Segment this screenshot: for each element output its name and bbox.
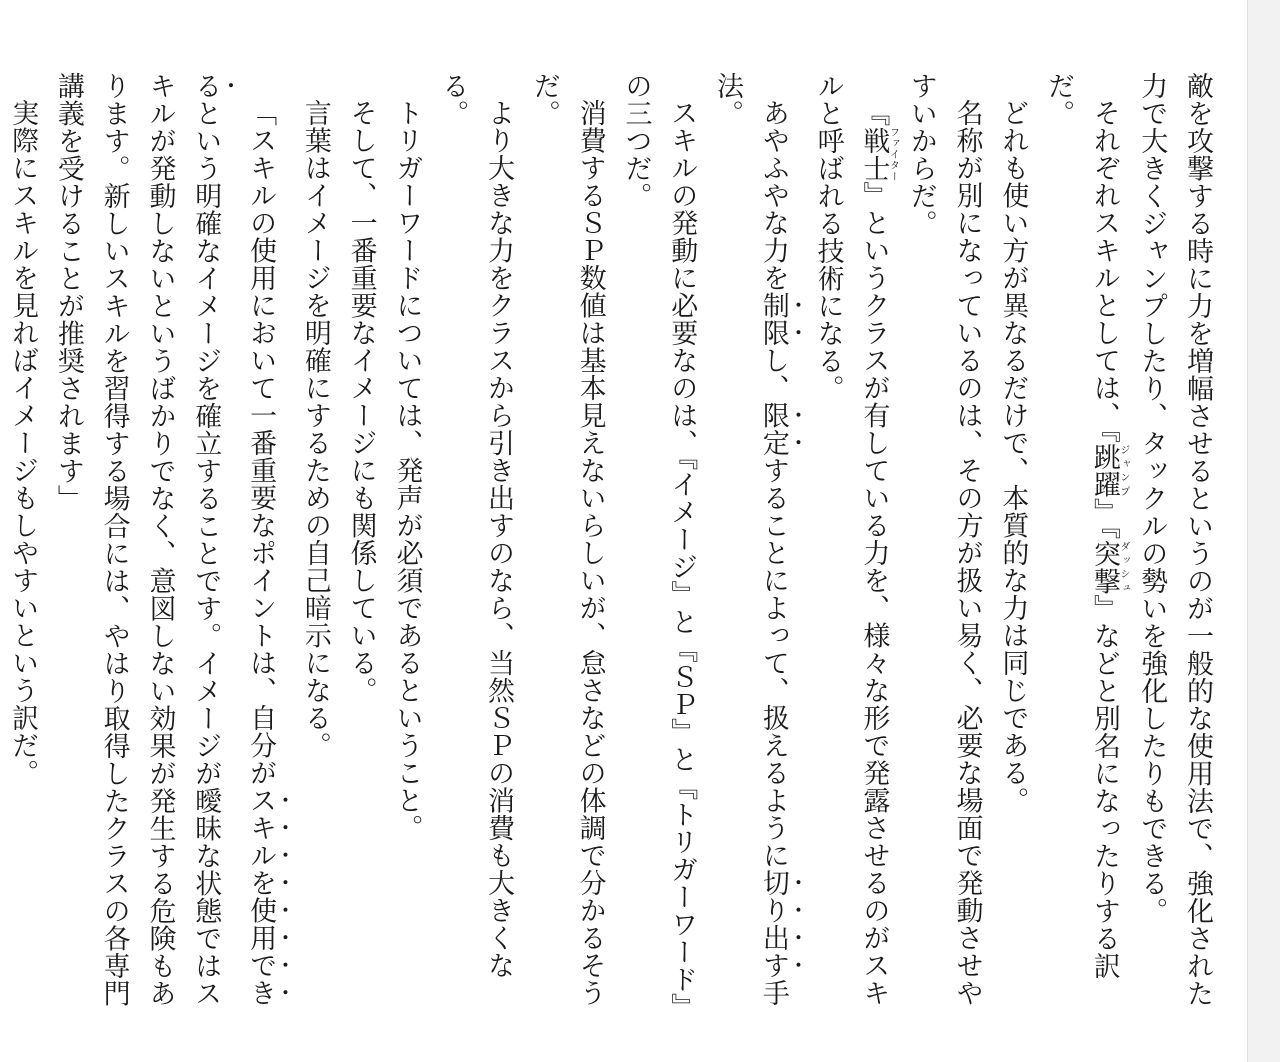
ruby-text [858, 126, 899, 182]
ruby-text [1088, 443, 1129, 498]
text-run: スキルの発動に必要なのは、『イメージ』と『ＳＰ』と『トリガーワード』の三つだ。 [620, 72, 698, 1007]
ruby-annotation: ダッシュ [1117, 539, 1129, 595]
paragraph [898, 72, 990, 1017]
ruby-annotation: ジャンプ [1117, 443, 1129, 498]
paragraph [1128, 72, 1220, 1017]
text-run: それぞれスキルとしては、 [1088, 99, 1120, 429]
text-run: 「スキルの使用において一番重要なポイントは、自分が [245, 99, 277, 787]
paragraph [0, 72, 45, 1017]
text-run: 消費するＳＰ数値は基本見えないらしいが、怠さなどの体調で分かるそうだ。 [528, 72, 606, 1007]
paragraph [805, 72, 898, 1017]
text-run: そして、一番重要なイメージにも関係している。 [345, 99, 377, 704]
paragraph [704, 72, 805, 1017]
paragraph [292, 72, 338, 1017]
paragraph [429, 72, 521, 1017]
text-run: することによって、扱えるように [757, 456, 789, 869]
paragraph [990, 72, 1036, 1017]
emphasis-text: スキルを使用できる [190, 72, 277, 1007]
paragraph [384, 72, 430, 1017]
text-run: より大きな力をクラスから引き出すのなら、当然ＳＰの消費も大きくなる。 [437, 72, 515, 979]
paragraph [521, 72, 613, 1017]
ruby-base: 跳躍 [1088, 443, 1120, 498]
page-edge [1247, 0, 1280, 1062]
text-run: 『 [858, 99, 890, 127]
ruby-base: 突撃 [1088, 539, 1120, 595]
text-run: という明確なイメージを確立することです。イメージが曖昧な状態ではスキルが発動しないというばかりでなく、意図しない効果が発生する危険もあります。新しいスキルを習得する場合には、やはり取得したクラスの各専門講義を受けることが推奨されます」 [52, 72, 222, 1007]
paragraph [1035, 72, 1128, 1017]
vertical-text-body [0, 72, 1220, 1017]
text-run: どれも使い方が異なるだけで、本質的な力は同じである。 [997, 99, 1029, 814]
ruby-annotation: ファイター [887, 126, 899, 182]
text-run: 』『 [1088, 498, 1120, 540]
text-run: 』などと別名になったりする訳だ。 [1043, 72, 1120, 980]
text-run: 『 [1088, 429, 1120, 443]
emphasis-text: 制限 [757, 291, 789, 347]
text-run: し、 [757, 346, 789, 402]
emphasis-text: 切り出す [757, 869, 789, 979]
text-run: 言葉はイメージを明確にするための自己暗示になる。 [299, 99, 331, 759]
text-run: 名称が別になっているのは、その方が扱い易く、必要な場面で発動させやすいからだ。 [905, 72, 983, 1007]
emphasis-text: 限定 [757, 401, 789, 457]
ruby-base: 戦士 [858, 126, 890, 182]
ruby-text [1088, 539, 1129, 595]
text-run: トリガーワードについては、発声が必須であるということ。 [391, 99, 423, 842]
text-run: 手法。 [712, 72, 789, 1007]
paragraph [613, 72, 705, 1017]
text-run: 実際にスキルを見ればイメージもしやすいという訳だ。 [7, 99, 39, 787]
paragraph [45, 72, 292, 1017]
text-run: あやふやな力を [757, 99, 789, 292]
text-run: 』というクラスが有している力を、様々な形で発露させるのがスキルと呼ばれる技術になる。 [812, 72, 890, 1007]
paragraph [338, 72, 384, 1017]
text-run: 敵を攻撃する時に力を増幅させるというのが一般的な使用法で、強化された力で大きくジャンプしたり、タックルの勢いを強化したりもできる。 [1136, 72, 1213, 1007]
